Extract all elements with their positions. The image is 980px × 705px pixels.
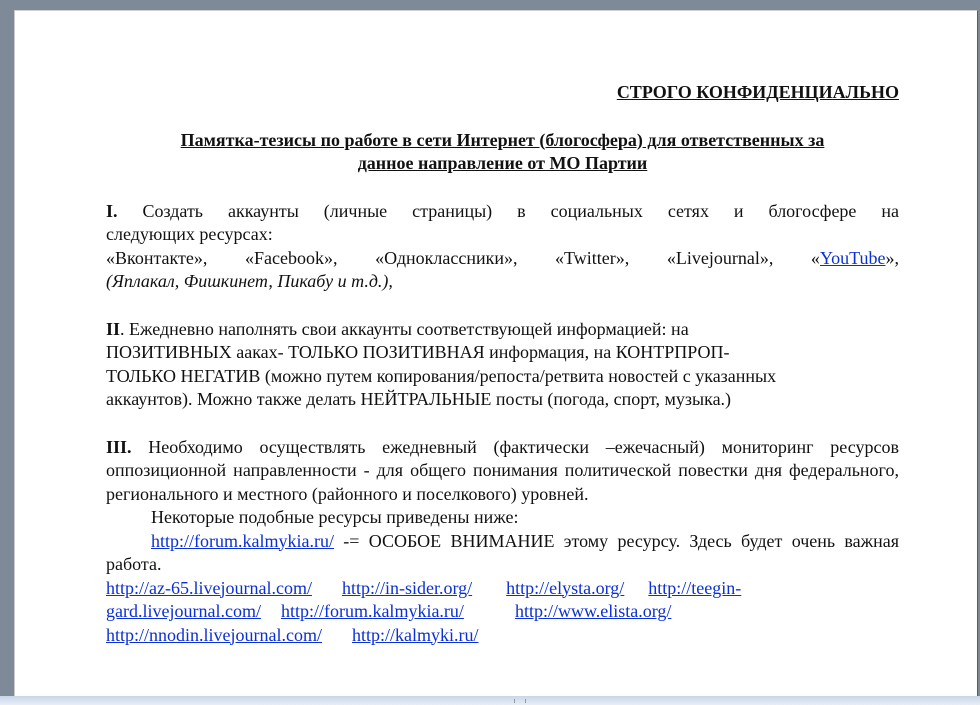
resources-list: «Вконтакте», «Facebook», «Одноклассники», «Twitter», «Livejournal», «	[106, 247, 820, 268]
title-line-1: Памятка-тезисы по работе в сети Интернет (блогосфера) для ответственных за	[180, 129, 825, 150]
section-2-line-1	[106, 318, 899, 342]
window-bottom-bar	[0, 696, 980, 705]
elysta-link[interactable]: http://elysta.org/	[506, 577, 625, 598]
document-body	[106, 81, 899, 647]
kalmyki-link[interactable]: http://kalmyki.ru/	[351, 624, 479, 645]
section-2-line-3: ТОЛЬКО НЕГАТИВ (можно путем копирования/репоста/ретвита новостей с указанных	[106, 365, 777, 386]
resources-list-end: »,	[885, 247, 899, 268]
az-65-livejournal-link[interactable]: http://az-65.livejournal.com/	[106, 577, 312, 598]
forum-note: -= ОСОБОЕ ВНИМАНИЕ этому ресурсу. Здесь будет очень важная работа.	[106, 530, 899, 574]
section-1-line-1	[106, 200, 899, 224]
forum-kalmykia-link-2[interactable]: http://forum.kalmykia.ru/	[280, 601, 464, 621]
resources-intro: Некоторые подобные ресурсы приведены ниже:	[151, 507, 519, 527]
section-1-resources	[106, 247, 899, 271]
confidential-heading: СТРОГО КОНФИДЕНЦИАЛЬНО	[616, 82, 899, 102]
nnodin-livejournal-link[interactable]: http://nnodin.livejournal.com/	[106, 624, 322, 645]
document-title	[106, 129, 899, 176]
title-line-2: данное направление от МО Партии	[357, 153, 648, 173]
section-1-line-2: следующих ресурсах:	[106, 224, 273, 244]
youtube-link[interactable]: YouTube	[819, 247, 886, 268]
forum-kalmykia-link[interactable]: http://forum.kalmykia.ru/	[151, 530, 334, 551]
elista-link[interactable]: http://www.elista.org/	[514, 601, 672, 621]
section-1	[106, 200, 899, 294]
section-2-line-2: ПОЗИТИВНЫХ аaках- ТОЛЬКО ПОЗИТИВНАЯ информация, на КОНТРПРОП-	[106, 342, 730, 362]
links-row-3	[106, 624, 899, 648]
links-row-2	[106, 600, 899, 624]
teegin-gard-link-part-2[interactable]: gard.livejournal.com/	[106, 601, 261, 621]
section-1-number: I.	[106, 200, 118, 221]
scroll-grip-icon[interactable]	[514, 699, 526, 703]
teegin-gard-link-part-1[interactable]: http://teegin-	[648, 577, 742, 598]
section-3-text: Необходимо осуществлять ежедневный (фактически –ежечасный) мониторинг ресурсов оппозиционной направленности - для общего понимания политической повестки дня федерального, регионального и местного (районного и поселкового) уровней.	[106, 436, 899, 504]
section-2-text: . Ежедневно наполнять свои аккаунты соответствующей информацией: на	[120, 318, 689, 339]
document-page	[14, 10, 977, 697]
section-3	[106, 436, 899, 577]
links-block	[106, 577, 899, 648]
section-3-paragraph	[106, 436, 899, 507]
section-3-number: III.	[106, 436, 132, 457]
links-row-1	[106, 577, 899, 601]
in-sider-link[interactable]: http://in-sider.org/	[341, 577, 473, 598]
section-2-number: II	[106, 318, 121, 339]
section-2	[106, 318, 899, 412]
section-1-lead: Создать аккаунты (личные страницы) в социальных сетях и блогосфере на	[142, 200, 899, 221]
section-1-extra: (Яплакал, Фишкинет, Пикабу и т.д.),	[106, 271, 393, 291]
section-2-line-4: аккаунтов). Можно также делать НЕЙТРАЛЬНЫЕ посты (погода, спорт, музыка.)	[106, 389, 732, 409]
forum-paragraph	[106, 530, 899, 577]
